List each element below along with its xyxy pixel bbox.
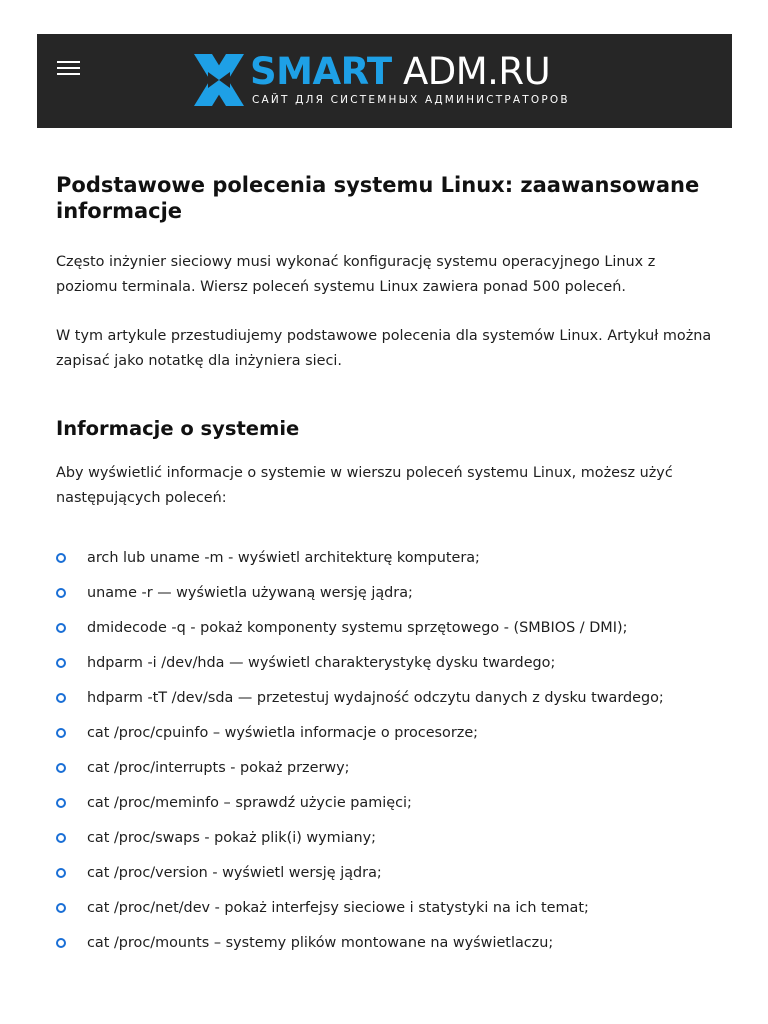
logo-tagline: САЙТ ДЛЯ СИСТЕМНЫХ АДМИНИСТРАТОРОВ	[252, 94, 570, 106]
list-item	[56, 545, 716, 580]
list-item	[56, 895, 716, 930]
menu-line	[57, 73, 80, 75]
command-text: cat /proc/interrupts - pokaż przerwy;	[87, 760, 350, 776]
logo-word-secondary: ADM.RU	[402, 50, 551, 93]
bullet-circle-icon	[56, 798, 66, 808]
menu-line	[57, 67, 80, 69]
command-list	[56, 545, 716, 965]
bullet-circle-icon	[56, 658, 66, 668]
list-item	[56, 930, 716, 965]
list-item	[56, 615, 716, 650]
list-item	[56, 720, 716, 755]
article-title: Podstawowe polecenia systemu Linux: zaawansowane informacje	[56, 173, 700, 223]
bullet-circle-icon	[56, 868, 66, 878]
list-item	[56, 860, 716, 895]
hamburger-menu-icon[interactable]	[57, 61, 81, 77]
logo-word-primary: SMART	[250, 50, 392, 93]
bullet-circle-icon	[56, 553, 66, 563]
list-item	[56, 790, 716, 825]
bullet-circle-icon	[56, 903, 66, 913]
bullet-circle-icon	[56, 588, 66, 598]
intro-paragraph-1: Często inżynier sieciowy musi wykonać konfigurację systemu operacyjnego Linux z poziomu terminala. Wiersz poleceń systemu Linux zawiera ponad 500 poleceń.	[56, 254, 656, 295]
list-item	[56, 825, 716, 860]
command-text: uname -r — wyświetla używaną wersję jądra;	[87, 585, 413, 601]
command-text: cat /proc/meminfo – sprawdź użycie pamięci;	[87, 795, 412, 811]
list-item	[56, 685, 716, 720]
bullet-circle-icon	[56, 728, 66, 738]
site-logo[interactable]	[192, 52, 592, 112]
bullet-circle-icon	[56, 833, 66, 843]
menu-line	[57, 61, 80, 63]
section-intro: Aby wyświetlić informacje o systemie w wierszu poleceń systemu Linux, możesz użyć następujących poleceń:	[56, 465, 673, 506]
command-text: cat /proc/version - wyświetl wersję jądra;	[87, 865, 382, 881]
site-header	[37, 34, 732, 128]
article-content	[56, 172, 716, 951]
list-item	[56, 650, 716, 685]
bullet-circle-icon	[56, 763, 66, 773]
list-item	[56, 755, 716, 790]
bullet-circle-icon	[56, 693, 66, 703]
list-item	[56, 580, 716, 615]
command-text: cat /proc/swaps - pokaż plik(i) wymiany;	[87, 830, 376, 846]
smartadm-logo-icon	[192, 52, 246, 108]
command-text: cat /proc/cpuinfo – wyświetla informacje o procesorze;	[87, 725, 479, 741]
command-text: cat /proc/mounts – systemy plików montowane na wyświetlaczu;	[87, 935, 554, 951]
command-text: cat /proc/net/dev - pokaż interfejsy sieciowe i statystyki na ich temat;	[87, 900, 589, 916]
command-text: arch lub uname -m - wyświetl architekturę komputera;	[87, 550, 480, 566]
command-text: hdparm -i /dev/hda — wyświetl charakterystykę dysku twardego;	[87, 655, 556, 671]
logo-wordmark	[250, 49, 550, 95]
bullet-circle-icon	[56, 938, 66, 948]
bullet-circle-icon	[56, 623, 66, 633]
command-text: hdparm -tT /dev/sda — przetestuj wydajność odczytu danych z dysku twardego;	[87, 690, 664, 706]
command-text: dmidecode -q - pokaż komponenty systemu sprzętowego - (SMBIOS / DMI);	[87, 620, 628, 636]
intro-paragraph-2: W tym artykule przestudiujemy podstawowe polecenia dla systemów Linux. Artykuł można zapisać jako notatkę dla inżyniera sieci.	[56, 328, 712, 369]
section-title: Informacje o systemie	[56, 417, 300, 440]
